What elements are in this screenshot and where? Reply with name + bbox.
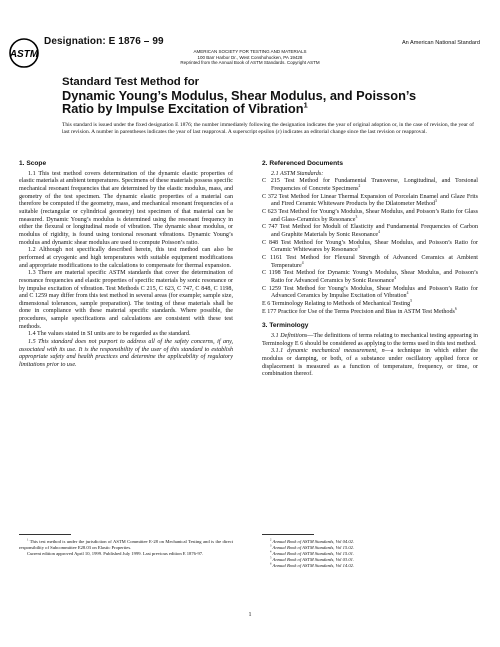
scope-heading: 1. Scope bbox=[19, 160, 47, 167]
reference-text: C 747 Test Method for Moduli of Elasticity and Fundamental Frequencies of Carbon and Graphite Materials by Sonic Resonance bbox=[262, 224, 478, 239]
document-title bbox=[62, 76, 462, 115]
references-subheading: 2.1 ASTM Standards: bbox=[271, 170, 324, 177]
footnote-text: Annual Book of ASTM Standards, Vol 14.02. bbox=[272, 563, 355, 568]
reference-text: C 623 Test Method for Young’s Modulus, Shear Modulus, and Poisson’s Ratio for Glass and Glass-Ceramics by Resonance bbox=[262, 209, 478, 223]
left-column bbox=[19, 160, 233, 370]
footnote-edition: Current edition approved April 10, 1999. Published July 1999. Last previous edition E 1876-97. bbox=[27, 551, 204, 556]
terminology-text-2: —a technique in which either the modulus or damping, or both, of a substance under oscillatory applied force or displacement is measured as a function of temperature, frequency, or time, or combination thereof. bbox=[262, 348, 478, 378]
terminology-para-1 bbox=[262, 333, 478, 348]
reference-text: C 1259 Test Method for Young’s Modulus, Shear Modulus and Poisson’s Ratio for Advanced Ceramics by Impulse Excitation of Vibration bbox=[262, 285, 478, 300]
reference-text: C 215 Test Method for Fundamental Transverse, Longitudinal, and Torsional Frequencies of Concrete Specimens bbox=[262, 178, 478, 192]
footnote-rule-left bbox=[19, 534, 71, 535]
scope-para-4: 1.4 The values stated in SI units are to be regarded as the standard. bbox=[28, 331, 191, 338]
reference-footnote-marker: 4 bbox=[301, 260, 304, 265]
national-standard-label: An American National Standard bbox=[401, 40, 480, 46]
footnotes-left bbox=[19, 539, 233, 557]
reference-item bbox=[262, 240, 478, 255]
reference-item bbox=[262, 194, 478, 209]
footnote-marker: 4 bbox=[270, 550, 272, 554]
reference-item bbox=[262, 270, 478, 285]
reference-footnote-marker: 3 bbox=[435, 199, 437, 204]
terminology-text-1: —The definitions of terms relating to mechanical testing appearing in Terminology E 6 should be considered as applying to the terms used in this test method. bbox=[262, 333, 478, 347]
footnote-marker: 3 bbox=[270, 544, 272, 548]
scope-para-5: 1.5 This standard does not purport to address all of the safety concerns, if any, associated with its use. It is the responsibility of the user of this standard to establish appropriate safety and health practices and determine the applicability of regulatory limitations prior to use. bbox=[19, 339, 233, 369]
reference-text: E 6 Terminology Relating to Methods of Mechanical Testing bbox=[262, 301, 411, 308]
designation-intro: This standard is issued under the fixed designation E 1876; the number immediately following the designation indicates the year of original adoption or, in the case of revision, the year of last revision. A number in parentheses indicates the year of last reapproval. A superscript epsilon (ε) indicates an editorial change since the last revision or reapproval. bbox=[62, 122, 474, 136]
terminology-label-2: 3.1.1 dynamic mechanical measurement, n bbox=[271, 348, 385, 355]
scope-para-2: 1.2 Although not specifically described herein, this test method can also be performed at cryogenic and high temperatures with suitable equipment modifications and appropriate modifications to the calculations to compensate for thermal expansion. bbox=[19, 247, 233, 269]
title-line-3 bbox=[62, 102, 462, 115]
scope-para-3: 1.3 There are material specific ASTM standards that cover the determination of resonance frequencies and elastic properties of specific materials by sonic resonance or by impulse excitation of vibration. Test Methods C 215, C 623, C 747, C 848, C 1198, and C 1259 may differ from this test method in several areas (for example; sample size, dimensional tolerances, sample preparation). The testing of these materials shall be done in compliance with these material specific standards. Where possible, the procedures, sample specifications and calculations are consistent with these test methods. bbox=[19, 270, 233, 330]
footnotes-right bbox=[262, 539, 476, 569]
reference-text: C 1198 Test Method for Dynamic Young’s Modulus, Shear Modulus, and Poisson’s Ratio for Advanced Ceramics by Sonic Resonance bbox=[262, 270, 478, 285]
reference-item bbox=[262, 224, 478, 239]
footnote-rule-right bbox=[262, 534, 314, 535]
scope-para-1: 1.1 This test method covers determination of the dynamic elastic properties of elastic materials at ambient temperatures. Specimens of these materials possess specific mechanical resonant frequencies that are determined by the elastic modulus, mass, and geometry of the test specimen. The dynamic elastic properties of a material can therefore be computed if the geometry, mass, and mechanical resonant frequencies of a suitable (rectangular or cylindrical geometry) test specimen of that material can be measured. Dynamic Young’s modulus is determined using the resonant frequency in either the flexural or longitudinal mode of vibration. The dynamic shear modulus, or modulus of rigidity, is found using torsional resonant vibrations. Dynamic Young’s modulus and dynamic shear modulus are used to compute Poisson’s ratio. bbox=[19, 170, 233, 246]
references-heading: 2. Referenced Documents bbox=[262, 160, 343, 167]
reference-footnote-marker: 5 bbox=[410, 299, 413, 304]
reference-text: C 1161 Test Method for Flexural Strength of Advanced Ceramics at Ambient Temperature bbox=[262, 255, 478, 269]
reference-text: E 177 Practice for Use of the Terms Precision and Bias in ASTM Test Methods bbox=[262, 308, 455, 315]
title-footnote-marker: 1 bbox=[303, 100, 308, 110]
reference-footnote-marker: 2 bbox=[358, 183, 361, 188]
footnote-text: Annual Book of ASTM Standards, Vol 15.02. bbox=[272, 545, 355, 550]
designation: Designation: E 1876 – 99 bbox=[44, 36, 164, 47]
reference-footnote-marker: 4 bbox=[406, 291, 409, 296]
right-column bbox=[262, 160, 478, 379]
reference-item bbox=[262, 285, 478, 304]
reference-item bbox=[262, 209, 478, 224]
footnote-text: Annual Book of ASTM Standards, Vol 04.02. bbox=[272, 539, 355, 544]
reference-footnote-marker: 3 bbox=[355, 214, 358, 219]
reference-footnote-marker: 4 bbox=[378, 230, 380, 234]
society-block bbox=[0, 49, 500, 66]
terminology-heading: 3. Terminology bbox=[262, 322, 309, 330]
reference-footnote-marker: 3 bbox=[357, 245, 360, 250]
society-address: 100 Barr Harbor Dr., West Conshohocken, PA 19428 bbox=[197, 54, 303, 60]
svg-text:ASTM: ASTM bbox=[9, 49, 39, 60]
title-line-2: Dynamic Young’s Modulus, Shear Modulus, and Poisson’s bbox=[62, 88, 417, 103]
reference-item bbox=[262, 178, 478, 193]
footnote-item bbox=[262, 563, 476, 569]
footnote-marker: 1 bbox=[27, 538, 29, 542]
footnote-marker: 2 bbox=[270, 538, 272, 542]
title-line-3-text: Ratio by Impulse Excitation of Vibration bbox=[62, 101, 304, 116]
reference-item bbox=[262, 301, 478, 309]
terminology-label-1: 3.1 Definitions bbox=[271, 333, 308, 340]
page-number: 1 bbox=[248, 612, 252, 618]
title-line-1: Standard Test Method for bbox=[62, 76, 200, 88]
reference-item bbox=[262, 306, 478, 317]
reference-item bbox=[262, 255, 478, 270]
society-name: AMERICAN SOCIETY FOR TESTING AND MATERIALS bbox=[193, 49, 307, 54]
footnote-text: Annual Book of ASTM Standards, Vol 15.01. bbox=[272, 551, 355, 556]
footnote-text: This test method is under the jurisdiction of ASTM Committee E-28 on Mechanical Testing and is the direct responsibility of Subcommittee E28.03 on Elastic Properties. bbox=[19, 539, 233, 550]
reference-text: C 848 Test Method for Young’s Modulus, Shear Modulus, and Poisson’s Ratio for Ceramic Whitewares by Resonance bbox=[262, 239, 478, 254]
reprint-note: Reprinted from the Annual Book of ASTM Standards. Copyright ASTM bbox=[180, 60, 320, 66]
footnote-1 bbox=[19, 539, 233, 551]
footnote-text: Annual Book of ASTM Standards, Vol 03.01. bbox=[272, 557, 355, 562]
terminology-para-2 bbox=[262, 348, 478, 379]
reference-list bbox=[262, 178, 478, 316]
reference-footnote-marker: 6 bbox=[454, 306, 457, 311]
footnote-marker: 6 bbox=[270, 562, 272, 566]
reference-text: C 372 Test Method for Linear Thermal Expansion of Porcelain Enamel and Glaze Frits and Fired Ceramic Whiteware Products by the Dilatometer Method bbox=[262, 193, 478, 208]
reference-footnote-marker: 4 bbox=[394, 276, 397, 281]
footnote-marker: 5 bbox=[270, 556, 272, 560]
